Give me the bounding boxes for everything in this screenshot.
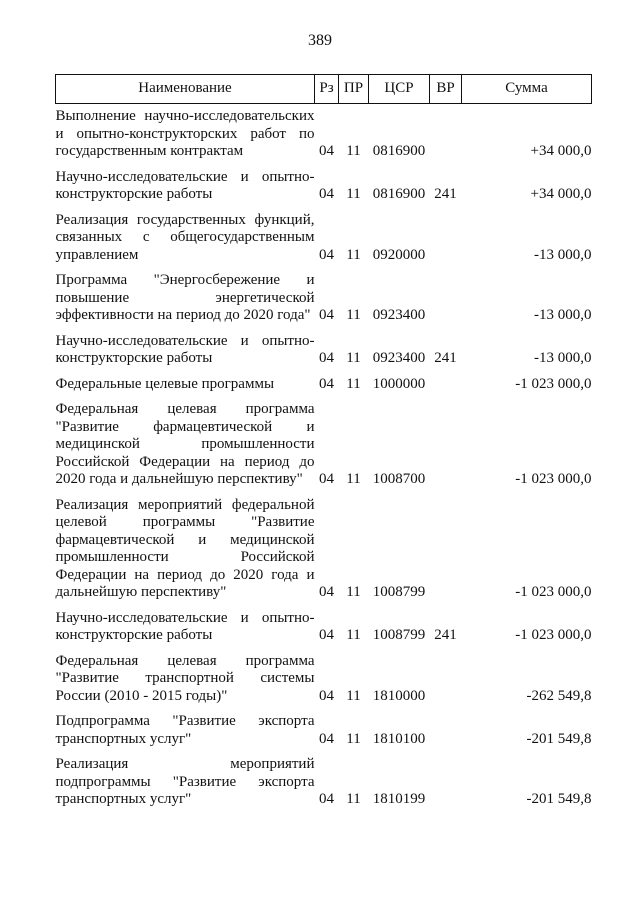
row-name: Реализация мероприятий федеральной целевой программы "Развитие фармацевтической и медицинской промышленности Российской Федерации на период до 2020 года и дальнейшую перспективу" (55, 496, 315, 600)
row-csr: 1000000 (372, 375, 426, 392)
row-name: Научно-исследовательские и опытно-конструкторские работы (55, 168, 315, 202)
table-row (56, 104, 592, 165)
row-name: Реализация мероприятий подпрограммы "Развитие экспорта транспортных услуг" (55, 756, 315, 807)
table-row (56, 329, 592, 372)
row-sum: +34 000,0 (530, 186, 592, 202)
row-csr: 1810000 (372, 687, 426, 704)
row-sum: -262 549,8 (526, 687, 592, 704)
row-rz: 04 (319, 350, 334, 366)
row-vr: 241 (434, 350, 457, 366)
row-rz: 04 (319, 584, 334, 600)
row-csr: 1810100 (372, 730, 426, 747)
row-name: Федеральная целевая программа "Развитие фармацевтической и медицинской промышленности Российской Федерации на период до 2020 года и дальнейшую перспективу" (55, 401, 315, 487)
row-rz: 04 (319, 687, 334, 704)
table-row (56, 649, 592, 710)
row-sum: -201 549,8 (526, 730, 592, 747)
row-sum: -1 023 000,0 (515, 584, 592, 600)
row-rz: 04 (319, 246, 334, 263)
table-row (56, 165, 592, 208)
header-name: Наименование (56, 75, 315, 104)
row-name: Выполнение научно-исследовательских и опытно-конструкторских работ по государственным контрактам (55, 108, 315, 159)
row-rz: 04 (319, 375, 334, 392)
header-vr: ВР (430, 75, 462, 104)
row-sum: -13 000,0 (534, 307, 592, 323)
row-vr (430, 208, 462, 269)
row-vr: 241 (434, 627, 457, 643)
table-header-row (56, 75, 592, 104)
row-pr: 11 (346, 186, 361, 202)
table-row (56, 752, 592, 813)
row-sum: -13 000,0 (534, 246, 592, 263)
row-csr: 0923400 (372, 350, 426, 366)
row-rz: 04 (319, 307, 334, 323)
row-vr (430, 493, 462, 606)
row-vr (430, 752, 462, 813)
row-vr (430, 372, 462, 398)
row-name: Реализация государственных функций, связанных с общегосударственным управлением (55, 211, 315, 263)
page-number: 389 (308, 32, 332, 49)
row-rz: 04 (319, 627, 334, 643)
row-name: Научно-исследовательские и опытно-конструкторские работы (55, 332, 315, 366)
row-name: Научно-исследовательские и опытно-конструкторские работы (55, 609, 315, 643)
row-name: Программа "Энергосбережение и повышение энергетической эффективности на период до 2020 года" (55, 272, 315, 323)
row-rz: 04 (319, 471, 334, 487)
row-csr: 1008799 (372, 584, 426, 600)
row-sum: -1 023 000,0 (515, 375, 592, 392)
header-rz: Рз (315, 75, 339, 104)
row-vr (430, 268, 462, 329)
row-name: Федеральные целевые программы (55, 375, 275, 392)
row-pr: 11 (346, 791, 361, 807)
table-row (56, 606, 592, 649)
header-sum: Сумма (462, 75, 592, 104)
header-csr: ЦСР (369, 75, 430, 104)
row-pr: 11 (346, 687, 361, 704)
row-vr (430, 649, 462, 710)
row-name: Подпрограмма "Развитие экспорта транспортных услуг" (55, 713, 315, 747)
row-vr (430, 397, 462, 493)
row-sum: +34 000,0 (530, 143, 592, 159)
row-rz: 04 (319, 143, 334, 159)
row-csr: 1008700 (372, 471, 426, 487)
table-row (56, 493, 592, 606)
table-row (56, 268, 592, 329)
row-csr: 0816900 (372, 143, 426, 159)
budget-table (55, 74, 592, 813)
row-vr (430, 709, 462, 752)
row-pr: 11 (346, 143, 361, 159)
row-rz: 04 (319, 791, 334, 807)
row-pr: 11 (346, 584, 361, 600)
row-vr (430, 104, 462, 165)
table-row (56, 372, 592, 398)
row-rz: 04 (319, 186, 334, 202)
row-csr: 0920000 (372, 246, 426, 263)
table-row (56, 208, 592, 269)
row-sum: -201 549,8 (526, 791, 592, 807)
header-pr: ПР (339, 75, 369, 104)
row-pr: 11 (346, 350, 361, 366)
row-pr: 11 (346, 471, 361, 487)
row-sum: -1 023 000,0 (515, 627, 592, 643)
row-name: Федеральная целевая программа "Развитие транспортной системы России (2010 - 2015 годы)" (55, 652, 315, 704)
row-sum: -13 000,0 (534, 350, 592, 366)
row-vr: 241 (434, 186, 457, 202)
row-rz: 04 (319, 730, 334, 747)
row-csr: 0816900 (372, 186, 426, 202)
row-sum: -1 023 000,0 (515, 471, 592, 487)
row-pr: 11 (346, 730, 361, 747)
row-pr: 11 (346, 627, 361, 643)
row-csr: 0923400 (372, 307, 426, 323)
row-csr: 1810199 (372, 791, 426, 807)
row-pr: 11 (346, 307, 361, 323)
table-row (56, 397, 592, 493)
row-pr: 11 (346, 246, 361, 263)
row-pr: 11 (346, 375, 361, 392)
table-row (56, 709, 592, 752)
row-csr: 1008799 (372, 627, 426, 643)
